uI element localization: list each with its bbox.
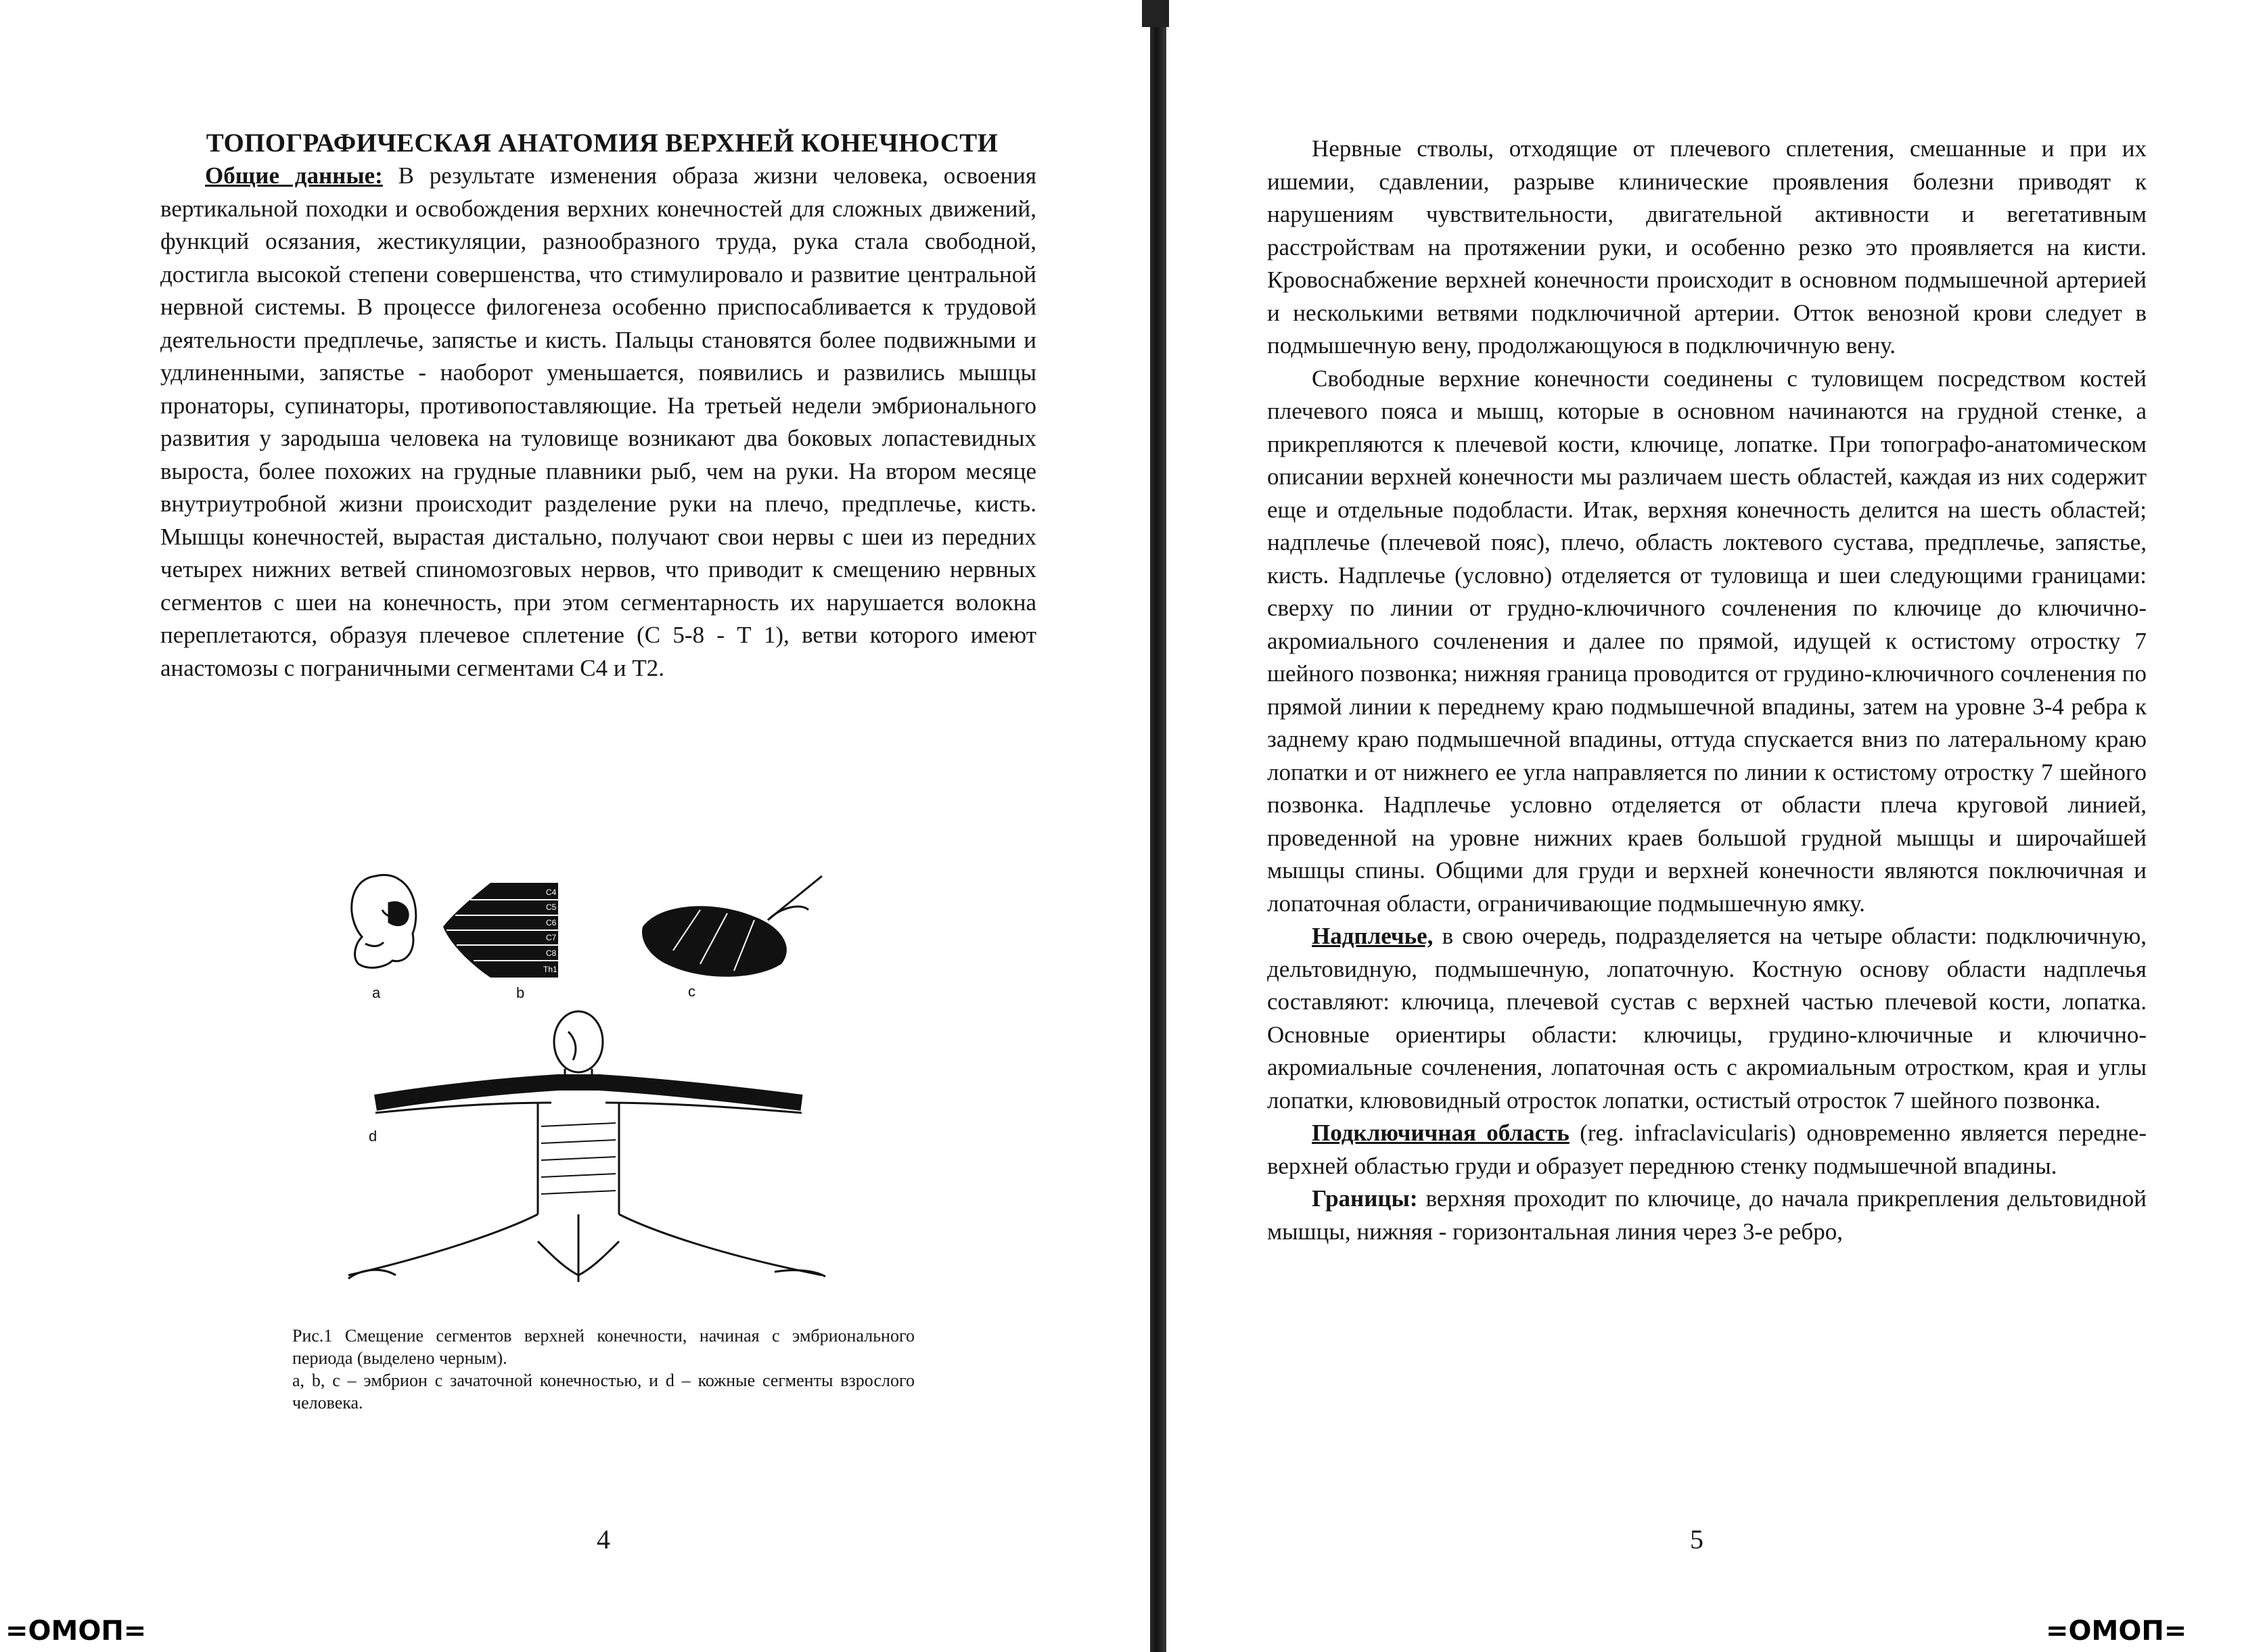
- figure-label-a: a: [372, 984, 381, 1001]
- page-number-left: 4: [597, 1524, 610, 1555]
- watermark-right: =ОМОП=: [2046, 1615, 2187, 1647]
- page-number-right: 5: [1690, 1524, 1703, 1555]
- svg-text:C6: C6: [546, 918, 557, 927]
- right-body-text: [1267, 133, 2147, 1248]
- subclavian-heading: Подключичная область: [1312, 1120, 1570, 1146]
- svg-text:Th1: Th1: [543, 965, 557, 974]
- limb-bud-b-drawing: [443, 883, 558, 978]
- borders-heading: Границы:: [1312, 1185, 1418, 1212]
- section-heading: Общие данные:: [205, 162, 383, 189]
- left-paragraph-1: [160, 160, 1036, 685]
- figure-label-d: d: [369, 1128, 377, 1145]
- watermark-left: =ОМОП=: [5, 1615, 147, 1647]
- right-paragraph-2: Свободные верхние конечности соединены с туловищем посредством костей плечевого пояса и мышц, которые в основном начинаются на грудной стенке, а прикрепляются к плечевой кости, ключице, лопатке. При топографо-анатомическом описании верхней конечности мы различаем шесть областей, каждая из них содержит еще и отдельные подобласти. Итак, верхняя конечность делится на шесть областей; надплечье (плечевой пояс), плечо, область локтевого сустава, предплечье, запястье, кисть. Надплечье (условно) отделяется от туловища и шеи следующими границами: сверху по линии от грудно-ключичного сочленения по ключице до ключично-акромиального сочленения и далее по прямой, идущей к остистому отростку 7 шейного позвонка; нижняя граница проводится от грудино-ключичного сочленения по прямой линии к переднему краю подмышечной впадины, затем на уровне 3-4 ребра к заднему краю подмышечной впадины, оттуда спускается вниз по латеральному краю лопатки и от нижнего ее угла направляется по линии к остистому отростку 7 шейного позвонка. Надплечье условно отделяется от области плеча круговой линией, проведенной на уровне нижних краев большой грудной мышцы и широчайшей мышцы спины. Общими для груди и верхней конечности являются поключичная и лопаточная области, ограничивающие подмышечную ямку.: [1267, 365, 2147, 917]
- svg-text:C7: C7: [546, 933, 557, 942]
- svg-text:C5: C5: [546, 902, 557, 912]
- figure-label-b: b: [516, 984, 525, 1001]
- embryo-a-drawing: [352, 875, 416, 967]
- nadplechye-heading: Надплечье,: [1312, 923, 1434, 949]
- figure-caption: [292, 1325, 915, 1414]
- right-paragraph-3-text: в свою очередь, подразделяется на четыре области: подключичную, дельтовидную, подмышечную, лопаточную. Костную основу области надплечья составляют: ключица, плечевой сустав с верхней частью плечевой кости, лопатка. Основные ориентиры области: ключицы, грудино-ключичные и ключично-акромиальные сочленения, лопаточная ость с акромиальным отростком, края и углы лопатки, клювовидный отросток лопатки, остистый отросток 7 шейного позвонка.: [1267, 923, 2147, 1114]
- left-paragraph-1-text: В результате изменения образа жизни человека, освоения вертикальной походки и освобождения верхних конечностей для сложных движений, функций осязания, жестикуляции, разнообразного труда, рука стала свободной, достигла высокой степени совершенства, что стимулировало и развитие центральной нервной системы. В процессе филогенеза особенно приспосабливается к трудовой деятельности предплечье, запястье и кисть. Пальцы становятся более подвижными и удлиненными, запястье - наоборот уменьшается, появились и развились мышцы пронаторы, супинаторы, противопоставляющие. На третьей недели эмбрионального развития у зародыша человека на туловище возникают два боковых лопастевидных выроста, более похожих на грудные плавники рыб, чем на руки. На втором месяце внутриутробной жизни происходит разделение руки на плечо, предплечье, кисть. Мышцы конечностей, вырастая дистально, получают свои нервы с шеи из передних четырех нижних ветвей спиномозговых нервов, что приводит к смещению нервных сегментов с шеи на конечность, при этом сегментарность их нарушается волокна переплетаются, образуя плечевое сплетение (С 5-8 - Т 1), ветви которого имеют анастомозы с пограничными сегментами С4 и Т2.: [160, 162, 1037, 681]
- segments-illustration: [335, 863, 842, 1289]
- right-page: [1150, 0, 2267, 1652]
- right-paragraph-4: [1267, 1117, 2147, 1183]
- left-body-text: [160, 160, 1036, 685]
- right-paragraph-5: [1267, 1183, 2147, 1248]
- svg-text:C8: C8: [546, 948, 557, 958]
- caption-line-1: Рис.1 Смещение сегментов верхней конечности, начиная с эмбрионального периода (выделено черным).: [292, 1326, 915, 1368]
- adult-dermatomes-d-drawing: [348, 1011, 825, 1282]
- figure-1: [335, 863, 842, 1289]
- segmented-limb-c-drawing: [642, 876, 822, 977]
- caption-line-2: a, b, c – эмбрион с зачаточной конечностью, и d – кожные сегменты взрослого человека.: [292, 1371, 915, 1413]
- svg-text:C4: C4: [546, 888, 557, 897]
- right-paragraph-1: Нервные стволы, отходящие от плечевого сплетения, смешанные и при их ишемии, сдавлении, разрыве клинические проявления болезни приводят к нарушениям чувствительности, двигательной активности и вегетативным расстройствам на протяжении руки, и особенно резко это проявляется на кисти. Кровоснабжение верхней конечности происходит в основном подмышечной артерией и несколькими ветвями подключичной артерии. Отток венозной крови следует в подмышечную вену, продолжающуюся в подключичную вену.: [1267, 135, 2147, 359]
- right-paragraph-5-text: верхняя проходит по ключице, до начала прикрепления дельтовидной мышцы, нижняя - горизонтальная линия через 3-е ребро,: [1267, 1185, 2147, 1245]
- right-paragraph-3: [1267, 920, 2147, 1117]
- right-paragraph-4-text: (reg. infraclavicularis) одновременно является передне-верхней областью груди и образует переднюю стенку подмышечной впадины.: [1267, 1120, 2147, 1179]
- figure-label-c: c: [688, 983, 695, 1000]
- page-title: ТОПОГРАФИЧЕСКАЯ АНАТОМИЯ ВЕРХНЕЙ КОНЕЧНОСТИ: [206, 129, 999, 158]
